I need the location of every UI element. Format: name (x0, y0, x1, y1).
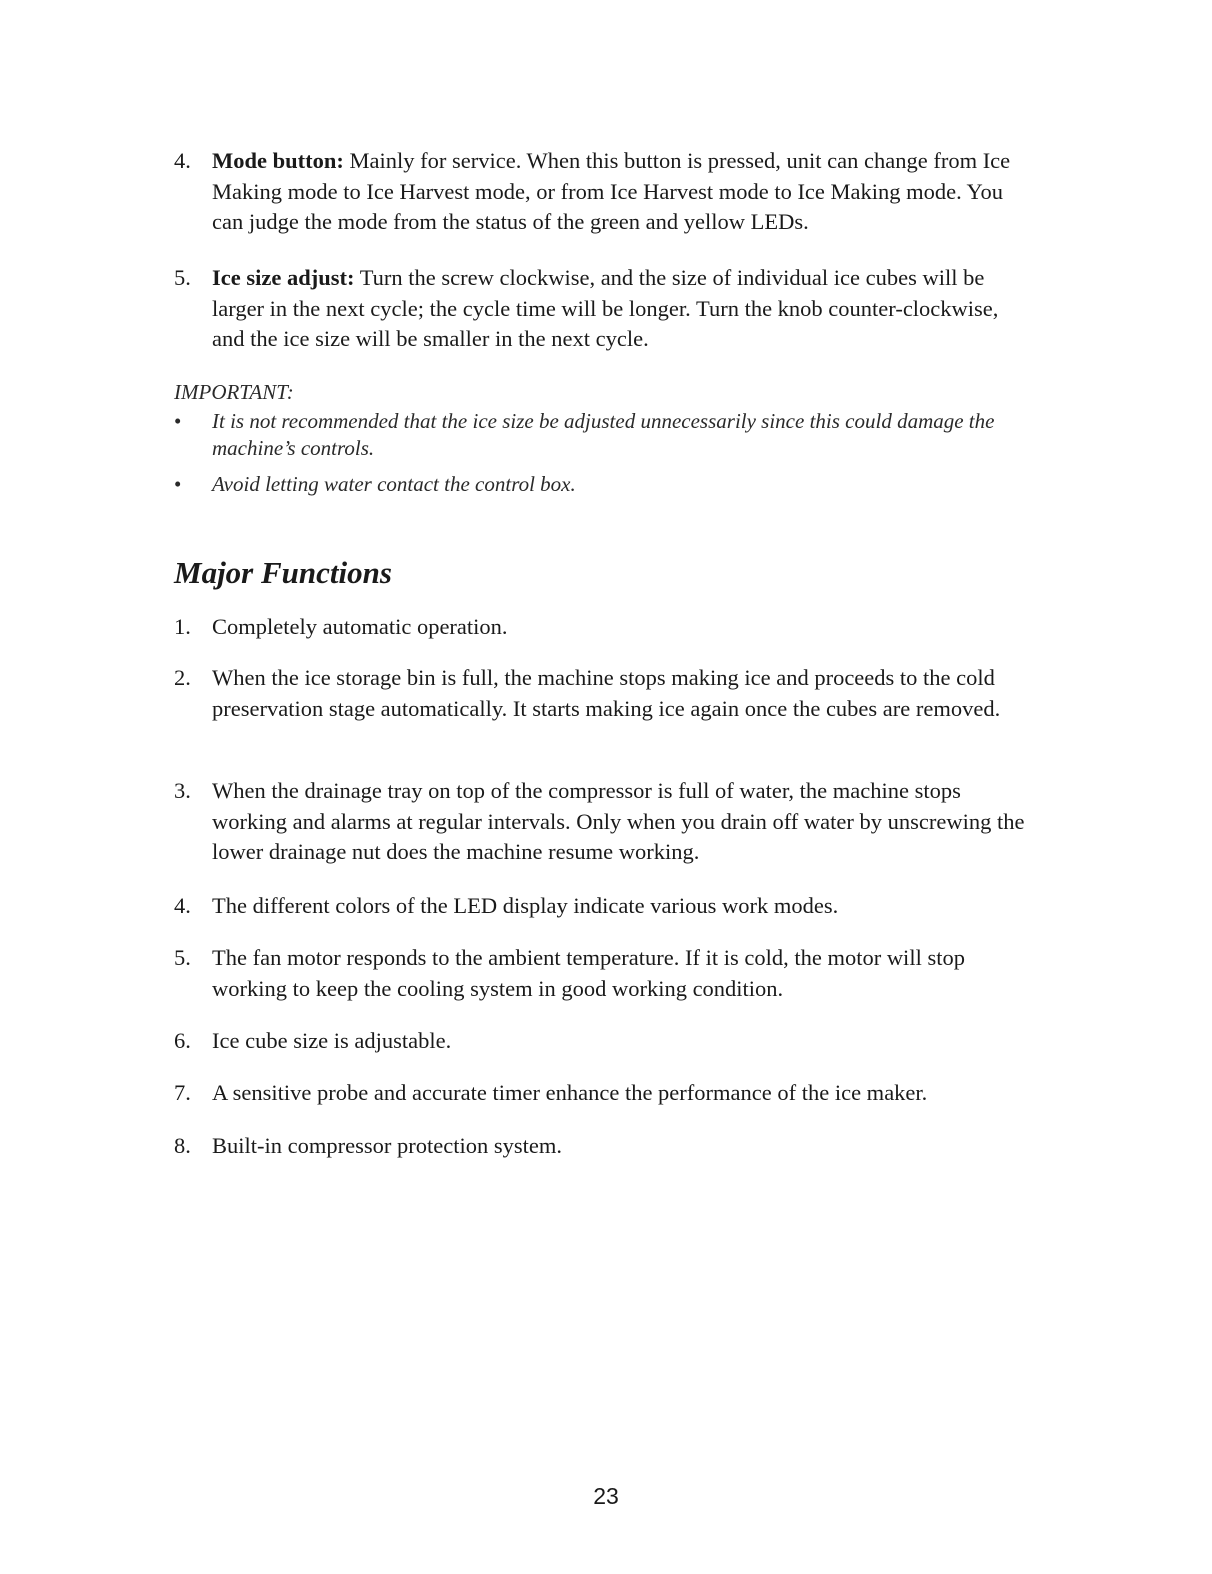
item-text: A sensitive probe and accurate timer enhance the performance of the ice maker. (212, 1080, 928, 1105)
page-number: 23 (593, 1483, 619, 1509)
item-number: 7. (174, 1080, 191, 1105)
item-term: Ice size adjust: (212, 265, 355, 290)
item-number: 3. (174, 778, 191, 803)
bullet-icon: • (174, 472, 182, 496)
function-item (174, 891, 1034, 922)
item-number: 8. (174, 1133, 191, 1158)
function-item (174, 1078, 1034, 1109)
item-text: Turn the screw clockwise, and the size of individual ice cubes will be larger in the next cycle; the cycle time will be longer. Turn the knob counter-clockwise, and the ice size will be smaller in the next cycle. (212, 265, 999, 351)
bullet-text: Avoid letting water contact the control box. (212, 472, 576, 496)
item-text: Mainly for service. When this button is pressed, unit can change from Ice Making mode to Ice Harvest mode, or from Ice Harvest mode to Ice Making mode. You can judge the mode from the status of the green and yellow LEDs. (212, 148, 1011, 234)
item-number: 4. (174, 893, 191, 918)
item-text: The different colors of the LED display indicate various work modes. (212, 893, 839, 918)
item-text: When the ice storage bin is full, the machine stops making ice and proceeds to the cold preservation stage automatically. It starts making ice again once the cubes are removed. (212, 665, 1001, 721)
function-item (174, 612, 1034, 643)
function-item (174, 663, 1034, 724)
function-item (174, 1026, 1034, 1057)
function-item (174, 1131, 1034, 1162)
item-number: 4. (174, 148, 191, 173)
list-item-ice-size-adjust (174, 263, 1034, 355)
important-bullet (174, 408, 1034, 462)
important-label: IMPORTANT: (174, 380, 294, 404)
list-item-mode-button (174, 146, 1034, 238)
bullet-text: It is not recommended that the ice size be adjusted unnecessarily since this could damage the machine’s controls. (212, 409, 995, 460)
item-number: 5. (174, 945, 191, 970)
bullet-icon: • (174, 409, 182, 433)
item-term: Mode button: (212, 148, 344, 173)
item-body (212, 263, 1034, 355)
function-item (174, 776, 1034, 868)
section-title: Major Functions (174, 555, 392, 590)
item-text: Built-in compressor protection system. (212, 1133, 562, 1158)
item-number: 6. (174, 1028, 191, 1053)
item-text: The fan motor responds to the ambient temperature. If it is cold, the motor will stop working to keep the cooling system in good working condition. (212, 945, 965, 1001)
item-text: Completely automatic operation. (212, 614, 508, 639)
item-body (212, 146, 1034, 238)
item-number: 5. (174, 265, 191, 290)
item-text: When the drainage tray on top of the compressor is full of water, the machine stops working and alarms at regular intervals. Only when you drain off water by unscrewing the lower drainage nut does the machine resume working. (212, 778, 1025, 864)
function-item (174, 943, 1034, 1004)
item-number: 2. (174, 665, 191, 690)
important-bullet (174, 471, 1034, 498)
item-text: Ice cube size is adjustable. (212, 1028, 452, 1053)
item-number: 1. (174, 614, 191, 639)
